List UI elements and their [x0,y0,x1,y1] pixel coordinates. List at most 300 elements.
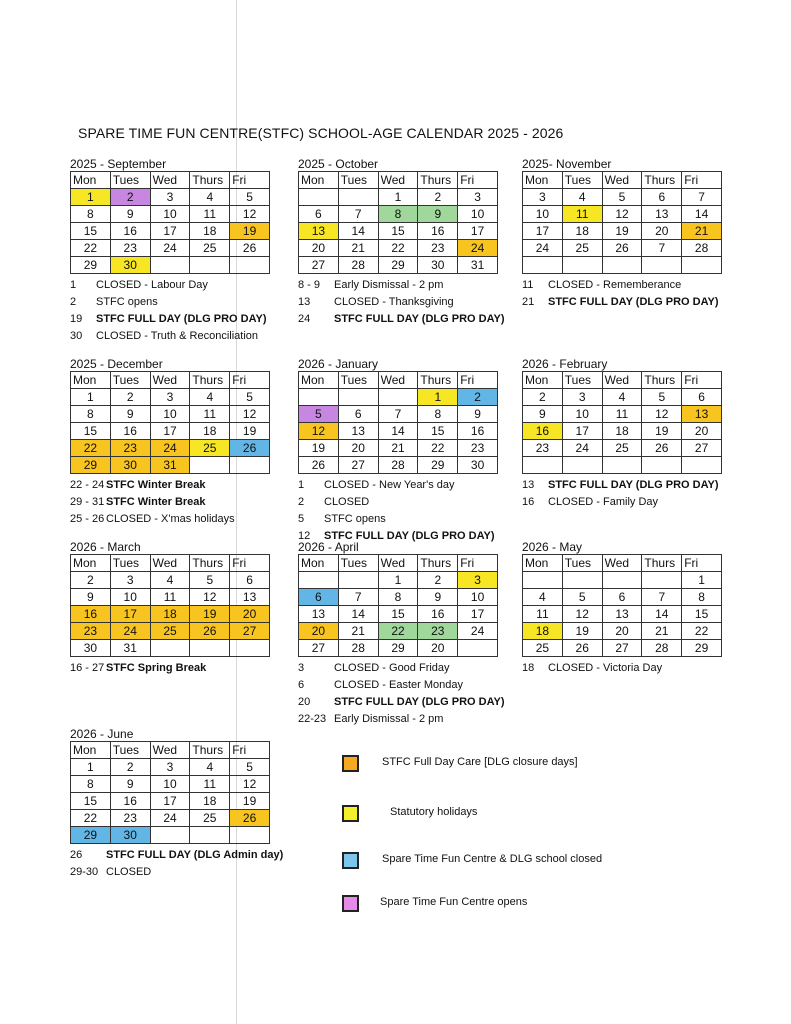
week-row [299,240,498,257]
legend-item [342,850,702,876]
day-cell: 27 [682,440,722,457]
month-notes [70,277,270,345]
day-cell: 9 [110,406,150,423]
month-table [298,554,498,657]
day-cell: 2 [71,572,111,589]
week-row [71,257,270,274]
day-cell [150,257,190,274]
weekday-header: Wed [602,555,642,572]
day-cell: 23 [71,623,111,640]
month-table [70,741,270,844]
day-cell [602,457,642,474]
day-cell: 7 [642,240,682,257]
day-cell: 4 [523,589,563,606]
day-cell: 3 [523,189,563,206]
day-cell: 16 [71,606,111,623]
weekday-header: Thurs [190,372,230,389]
day-cell: 20 [642,223,682,240]
weekday-header: Thurs [642,372,682,389]
note-item [298,494,498,511]
day-cell: 23 [110,810,150,827]
day-cell: 17 [562,423,602,440]
day-cell [562,457,602,474]
note-text: STFC FULL DAY (DLG PRO DAY) [324,530,495,542]
day-cell: 25 [562,240,602,257]
month-block [522,157,722,311]
day-cell: 19 [602,223,642,240]
day-cell [338,572,378,589]
day-cell: 5 [230,389,270,406]
day-cell: 5 [642,389,682,406]
day-cell: 13 [602,606,642,623]
day-cell: 30 [110,457,150,474]
day-cell: 21 [642,623,682,640]
day-cell: 6 [299,589,339,606]
day-cell: 13 [338,423,378,440]
weekday-header: Mon [523,172,563,189]
day-cell: 25 [602,440,642,457]
month-block [70,357,270,528]
week-row [71,640,270,657]
week-row [299,189,498,206]
note-text: STFC FULL DAY (DLG PRO DAY) [548,479,719,491]
weekday-header: Fri [230,742,270,759]
day-cell: 25 [190,440,230,457]
week-row [71,423,270,440]
day-cell: 22 [378,240,418,257]
weekday-header: Tues [338,555,378,572]
weekday-header: Wed [150,372,190,389]
weekday-header: Fri [682,172,722,189]
day-cell: 2 [523,389,563,406]
note-item [70,847,284,864]
day-cell: 21 [338,240,378,257]
week-row [523,440,722,457]
day-cell: 13 [682,406,722,423]
day-cell: 25 [150,623,190,640]
day-cell: 27 [299,640,339,657]
legend-swatch [342,755,359,772]
week-row [71,572,270,589]
day-cell: 29 [682,640,722,657]
weekday-header: Fri [230,372,270,389]
weekday-header: Tues [110,742,150,759]
weekday-header: Fri [458,172,498,189]
day-cell: 10 [150,776,190,793]
day-cell: 22 [71,240,111,257]
week-row [299,572,498,589]
day-cell: 1 [378,572,418,589]
day-cell: 23 [110,440,150,457]
day-cell: 7 [682,189,722,206]
day-cell [458,640,498,657]
day-cell: 12 [230,776,270,793]
day-cell: 17 [458,606,498,623]
note-item [298,311,505,328]
month-table [522,171,722,274]
day-cell [523,457,563,474]
day-cell: 27 [230,623,270,640]
day-cell: 10 [458,589,498,606]
day-cell: 8 [71,406,111,423]
legend-item [342,753,702,779]
day-cell: 12 [602,206,642,223]
note-item [522,294,722,311]
day-cell: 5 [299,406,339,423]
day-cell: 25 [523,640,563,657]
note-text: CLOSED - Thanksgiving [334,296,454,308]
day-cell [190,457,230,474]
day-cell: 2 [418,572,458,589]
day-cell: 16 [110,793,150,810]
day-cell [378,389,418,406]
note-date: 30 [70,330,83,342]
note-date: 5 [298,513,305,525]
month-block [522,540,722,677]
note-text: STFC Winter Break [106,479,206,491]
day-cell: 12 [230,406,270,423]
week-row [523,189,722,206]
day-cell: 15 [71,793,111,810]
day-cell: 26 [230,440,270,457]
day-cell: 6 [602,589,642,606]
day-cell: 9 [523,406,563,423]
day-cell: 27 [299,257,339,274]
day-cell: 7 [338,589,378,606]
day-cell: 19 [230,223,270,240]
note-text: STFC FULL DAY (DLG PRO DAY) [96,313,267,325]
day-cell: 11 [150,589,190,606]
weekday-header: Tues [338,172,378,189]
month-block [70,540,270,677]
note-date: 12 [298,530,311,542]
day-cell: 29 [71,457,111,474]
note-text: STFC FULL DAY (DLG PRO DAY) [334,313,505,325]
day-cell: 10 [562,406,602,423]
weekday-header: Tues [110,555,150,572]
note-item [70,494,270,511]
day-cell: 5 [190,572,230,589]
day-cell: 16 [110,223,150,240]
month-name: 2026 - March [70,540,141,554]
note-date: 1 [70,279,77,291]
day-cell: 18 [190,423,230,440]
note-date: 24 [298,313,311,325]
day-cell: 16 [458,423,498,440]
day-cell: 23 [110,240,150,257]
day-cell: 6 [642,189,682,206]
day-cell [523,572,563,589]
day-cell: 5 [230,759,270,776]
month-notes [298,277,505,328]
week-row [523,423,722,440]
weekday-header: Thurs [190,555,230,572]
day-cell: 3 [150,389,190,406]
note-text: CLOSED - Victoria Day [548,662,663,674]
day-cell: 23 [523,440,563,457]
day-cell: 26 [642,440,682,457]
day-cell: 15 [378,606,418,623]
day-cell: 20 [338,440,378,457]
day-cell: 2 [110,189,150,206]
day-cell: 20 [299,240,339,257]
day-cell: 21 [378,440,418,457]
weekday-header: Fri [230,172,270,189]
day-cell: 9 [110,776,150,793]
weekday-header: Tues [562,372,602,389]
day-cell: 17 [150,793,190,810]
weekday-header: Mon [71,372,111,389]
week-row [71,440,270,457]
week-row [299,206,498,223]
weekday-header: Fri [458,555,498,572]
month-block [298,157,505,328]
weekday-header: Fri [458,372,498,389]
weekday-header: Mon [71,742,111,759]
day-cell [230,640,270,657]
day-cell: 24 [523,240,563,257]
note-item [298,660,498,677]
weekday-header: Thurs [190,172,230,189]
day-cell: 14 [338,223,378,240]
day-cell: 30 [110,827,150,844]
day-cell: 22 [378,623,418,640]
note-date: 19 [70,313,83,325]
week-row [71,776,270,793]
page-title: SPARE TIME FUN CENTRE(STFC) SCHOOL-AGE CALENDAR 2025 - 2026 [78,125,564,141]
day-cell: 15 [418,423,458,440]
note-date: 8 - 9 [298,279,321,291]
week-row [299,606,498,623]
day-cell: 26 [299,457,339,474]
day-cell: 27 [602,640,642,657]
legend-swatch [342,805,359,822]
month-notes [522,660,722,677]
week-row [523,223,722,240]
day-cell: 4 [190,389,230,406]
day-cell: 24 [110,623,150,640]
day-cell: 12 [190,589,230,606]
day-cell: 16 [523,423,563,440]
note-item [298,711,498,728]
week-row [299,257,498,274]
note-item [298,511,498,528]
day-cell: 13 [230,589,270,606]
month-block [70,727,284,881]
day-cell: 30 [418,257,458,274]
month-name: 2025 - October [298,157,379,171]
day-cell: 28 [642,640,682,657]
week-row [71,589,270,606]
note-text: CLOSED - Family Day [548,496,659,508]
weekday-header: Thurs [418,372,458,389]
week-row [71,606,270,623]
day-cell [682,457,722,474]
week-row [71,793,270,810]
day-cell: 15 [682,606,722,623]
day-cell: 15 [71,223,111,240]
note-item [298,694,505,711]
note-text: CLOSED - New Year's day [324,479,455,491]
month-name: 2026 - February [522,357,608,371]
note-text: CLOSED - Rememberance [548,279,682,291]
day-cell: 19 [642,423,682,440]
day-cell: 17 [458,223,498,240]
month-name: 2026 - May [522,540,583,554]
day-cell [338,189,378,206]
week-row [523,457,722,474]
day-cell: 16 [418,223,458,240]
day-cell: 1 [71,189,111,206]
note-item [298,477,498,494]
weekday-header: Thurs [642,172,682,189]
day-cell [602,257,642,274]
note-date: 6 [298,679,305,691]
weekday-header: Wed [378,555,418,572]
note-item [70,477,270,494]
day-cell: 15 [71,423,111,440]
note-date: 22-23 [298,713,327,725]
day-cell: 7 [642,589,682,606]
week-row [71,206,270,223]
day-cell: 29 [418,457,458,474]
day-cell: 21 [682,223,722,240]
weekday-header: Fri [682,372,722,389]
day-cell: 1 [418,389,458,406]
weekday-header: Wed [378,372,418,389]
weekday-header: Wed [150,555,190,572]
week-row [71,189,270,206]
legend-item [342,893,702,919]
day-cell [299,572,339,589]
day-cell: 18 [523,623,563,640]
day-cell: 10 [458,206,498,223]
week-row [71,406,270,423]
note-date: 13 [522,479,535,491]
day-cell: 11 [190,776,230,793]
day-cell: 26 [562,640,602,657]
note-text: STFC FULL DAY (DLG PRO DAY) [334,696,505,708]
week-row [71,223,270,240]
week-row [523,257,722,274]
day-cell: 10 [523,206,563,223]
day-cell: 20 [682,423,722,440]
note-text: CLOSED - Truth & Reconciliation [96,330,259,342]
legend-label: Spare Time Fun Centre & DLG school closed [382,853,603,865]
month-block [298,540,505,728]
day-cell: 2 [110,759,150,776]
day-cell: 28 [338,257,378,274]
day-cell: 10 [110,589,150,606]
note-date: 18 [522,662,535,674]
day-cell: 24 [562,440,602,457]
note-date: 11 [522,279,534,291]
day-cell: 11 [602,406,642,423]
month-notes [70,660,270,677]
week-row [299,440,498,457]
day-cell: 22 [682,623,722,640]
day-cell: 18 [150,606,190,623]
day-cell: 18 [602,423,642,440]
day-cell: 13 [299,223,339,240]
note-date: 2 [298,496,305,508]
day-cell: 31 [150,457,190,474]
day-cell: 2 [418,189,458,206]
weekday-header: Thurs [190,742,230,759]
day-cell: 1 [378,189,418,206]
note-item [522,477,722,494]
day-cell: 24 [458,240,498,257]
weekday-header: Tues [338,372,378,389]
month-notes [522,477,722,511]
note-text: STFC Spring Break [106,662,207,674]
day-cell: 24 [150,440,190,457]
note-item [70,277,270,294]
day-cell: 31 [110,640,150,657]
note-date: 29-30 [70,866,99,878]
weekday-header: Mon [299,372,339,389]
day-cell: 28 [682,240,722,257]
weekday-header: Thurs [418,555,458,572]
day-cell: 6 [299,206,339,223]
week-row [71,240,270,257]
day-cell: 13 [299,606,339,623]
note-item [522,660,722,677]
day-cell: 6 [682,389,722,406]
note-text: CLOSED [324,496,370,508]
weekday-header: Thurs [418,172,458,189]
note-date: 2 [70,296,77,308]
day-cell: 16 [418,606,458,623]
note-text: STFC opens [324,513,386,525]
day-cell: 23 [418,623,458,640]
note-item [298,277,498,294]
note-item [70,864,270,881]
month-notes [70,847,284,881]
day-cell: 3 [458,572,498,589]
week-row [71,457,270,474]
note-item [522,494,722,511]
note-date: 1 [298,479,305,491]
day-cell: 4 [602,389,642,406]
day-cell: 24 [150,810,190,827]
note-text: CLOSED [106,866,152,878]
day-cell: 14 [682,206,722,223]
day-cell: 31 [458,257,498,274]
note-text: Early Dismissal - 2 pm [334,279,444,291]
month-table [70,171,270,274]
day-cell: 7 [338,206,378,223]
note-date: 26 [70,849,83,861]
week-row [299,423,498,440]
day-cell: 5 [602,189,642,206]
day-cell: 22 [71,440,111,457]
day-cell: 10 [150,406,190,423]
day-cell: 8 [418,406,458,423]
note-text: STFC FULL DAY (DLG PRO DAY) [548,296,719,308]
day-cell [150,640,190,657]
day-cell [299,389,339,406]
weekday-header: Tues [562,172,602,189]
day-cell: 28 [338,640,378,657]
day-cell: 11 [562,206,602,223]
weekday-header: Mon [299,555,339,572]
month-name: 2026 - April [298,540,359,554]
note-item [298,677,498,694]
day-cell: 14 [642,606,682,623]
day-cell [642,457,682,474]
month-notes [298,477,498,545]
